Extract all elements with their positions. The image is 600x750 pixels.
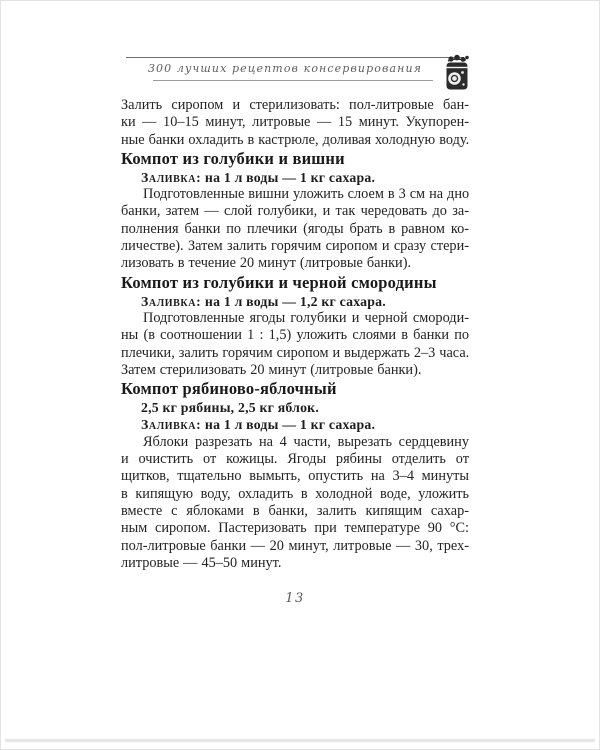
text-line: плечики, залить горячим сиропом и выдержать 2–3 часа. (121, 344, 469, 361)
ingredient-label: Заливка: (141, 417, 202, 433)
ingredient-line (121, 293, 469, 310)
ingredient-text: на 1 л воды — 1,2 кг сахара. (201, 293, 386, 309)
page-edge-shadow (5, 739, 595, 742)
text-line: щитков, тщательно вымыть, опустить на 3–4 минуты (121, 468, 469, 485)
text-line: Затем стерилизовать 20 минут (литровые банки). (121, 361, 422, 378)
page-number: 13 (285, 591, 305, 607)
paragraph (121, 186, 469, 272)
running-head (121, 53, 469, 97)
recipe-heading: Компот из голубики и черной смородины (121, 272, 437, 292)
text-line: банки, затем — слой голубики, и так чередовать до за- (121, 203, 469, 220)
ingredient-text: на 1 л воды — 1 кг сахара. (201, 417, 376, 433)
recipe-heading: Компот рябиново-яблочный (121, 379, 337, 399)
text-line: и очистить от кожицы. Ягоды рябины отделить от (121, 451, 469, 468)
text-line: лизовать в течение 20 минут (литровые банки). (121, 255, 412, 272)
text-line: Залить сиропом и стерилизовать: пол-литровые бан- (121, 97, 469, 113)
running-head-title: 300 лучших рецептов консервирования (147, 62, 423, 75)
text-line: полнения банки по плечики (ягоды брать в равном ко- (121, 220, 469, 237)
header-rule-top (126, 57, 464, 58)
paragraph (121, 310, 469, 379)
ingredient-text: на 1 л воды — 1 кг сахара. (201, 169, 376, 185)
header-rule-bottom (153, 80, 433, 81)
text-line: ки — 10–15 минут, литровые — 15 минут. Укупорен- (121, 114, 469, 131)
text-line: пол-литровые банки — 20 минут, литровые — 30, трех- (121, 537, 469, 554)
paragraph (121, 97, 469, 149)
text-line: в кипящую воду, охладить в холодной воде, уложить (121, 485, 469, 502)
text-line: ны (в соотношении 1 : 1,5) уложить слоями в банки по (121, 327, 469, 344)
content-blocks (121, 97, 469, 572)
text-column (121, 53, 469, 606)
text-line: личестве). Затем залить горячим сиропом и сразу стери- (121, 238, 469, 255)
ingredient-line (121, 416, 469, 433)
ingredient-label: Заливка: (141, 169, 202, 185)
paragraph (121, 434, 469, 572)
text-line: Подготовленные ягоды голубики и черной смороди- (143, 309, 469, 326)
ingredients-bold-line: 2,5 кг рябины, 2,5 кг яблок. (141, 400, 319, 416)
text-line: Подготовленные вишни уложить слоем в 3 см на дно (143, 186, 469, 203)
text-line: ным сиропом. Пастеризовать при температуре 90 °С: (121, 520, 469, 537)
ingredient-label: Заливка: (141, 293, 202, 309)
canning-jar-icon (442, 54, 472, 92)
recipe-heading: Компот из голубики и вишни (121, 148, 345, 168)
text-line: вместе с яблоками в банки, залить кипящим сахар- (121, 502, 469, 519)
text-line: ные банки охладить в кастрюле, доливая холодную воду. (121, 131, 469, 148)
text-line: Яблоки разрезать на 4 части, вырезать сердцевину (143, 433, 469, 450)
ingredient-line (121, 169, 469, 186)
text-line: литровые — 45–50 минут. (121, 554, 282, 571)
